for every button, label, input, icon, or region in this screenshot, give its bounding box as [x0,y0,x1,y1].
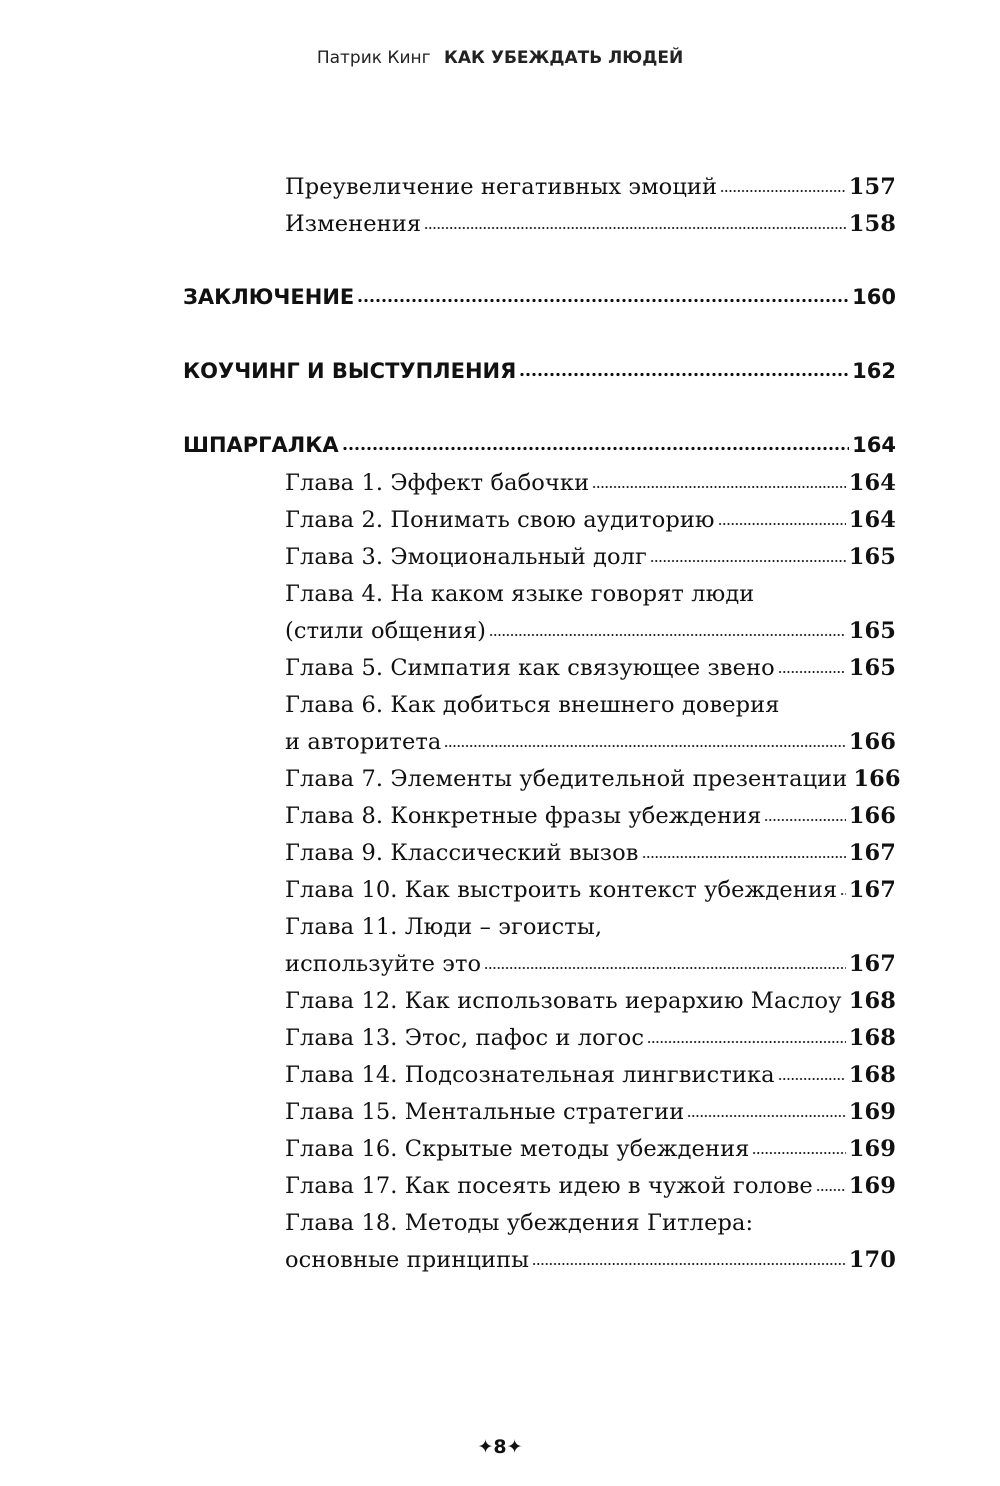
toc-page-number: 168 [848,1062,896,1088]
toc-entry-title: Глава 8. Конкретные фразы убеждения [285,803,762,829]
toc-entry [285,1247,896,1273]
dot-leader [592,485,846,489]
toc-entry-first-line [285,692,896,718]
dot-leader [484,966,846,970]
dot-leader [845,1003,846,1007]
toc-entry-title: КОУЧИНГ И ВЫСТУПЛЕНИЯ [183,359,517,383]
toc-page-number: 167 [848,840,896,866]
toc-entry-title: ШПАРГАЛКА [183,433,339,457]
toc-entry-title: Глава 17. Как посеять идею в чужой голове [285,1173,813,1199]
toc-entry [285,1099,896,1125]
toc-entry [285,211,896,237]
toc-entry [285,1062,896,1088]
toc-entry-title: (стили общения) [285,618,487,644]
toc-entry-title: Глава 13. Этос, пафос и логос [285,1025,645,1051]
toc-entry [285,544,896,570]
dot-leader [650,559,846,563]
toc-page-number: 169 [848,1136,896,1162]
toc-page-number: 162 [852,359,896,383]
toc-entry-title: используйте это [285,951,482,977]
dot-leader [444,744,845,748]
toc-entry-title: и авторитета [285,729,442,755]
dot-leader [519,372,849,377]
dot-leader [532,1262,846,1266]
dot-leader [840,892,845,896]
toc-entry-title: Глава 4. На каком языке говорят люди [285,581,755,607]
toc-page-number: 164 [848,507,896,533]
dot-leader [778,1077,846,1081]
dot-leader [647,1040,846,1044]
toc-entry [285,1173,896,1199]
toc-page-number: 168 [848,988,896,1014]
toc-entry [285,766,901,792]
toc-page-number: 160 [852,285,896,309]
toc-entry [285,803,896,829]
toc-entry-first-line [285,914,896,940]
toc-entry-title: Глава 10. Как выстроить контекст убеждения [285,877,838,903]
toc-entry-title: Глава 15. Ментальные стратегии [285,1099,685,1125]
toc-entry-title: Глава 2. Понимать свою аудиторию [285,507,715,533]
toc-entry-first-line [285,581,896,607]
toc-page-number: 165 [848,618,896,644]
header-author: Патрик Кинг [316,48,431,68]
toc-entry [285,729,896,755]
toc-page-number: 168 [848,1025,896,1051]
toc-entry-title: основные принципы [285,1247,530,1273]
toc-entry-title: Преувеличение негативных эмоций [285,174,718,200]
dot-leader [489,633,846,637]
toc-entry [285,1025,896,1051]
dot-leader [816,1188,846,1192]
toc-entry [285,840,896,866]
toc-page-number: 169 [848,1099,896,1125]
toc-page-number: 169 [848,1173,896,1199]
dot-leader [718,522,846,526]
toc-entry [285,507,896,533]
toc-page-number: 170 [848,1247,896,1273]
toc-entry [285,988,896,1014]
dot-leader [752,1151,845,1155]
toc-page-number: 167 [848,951,896,977]
toc-entry-title: Глава 12. Как использовать иерархию Маслоу [285,988,842,1014]
toc-page-number: 166 [848,803,896,829]
toc-page-number: 167 [848,877,896,903]
toc-entry [285,618,896,644]
toc-entry-title: Глава 16. Скрытые методы убеждения [285,1136,750,1162]
toc-entry-title: Изменения [285,211,422,237]
toc-entry-title: Глава 9. Классический вызов [285,840,639,866]
dot-leader [342,446,850,451]
toc-page-number: 158 [848,211,896,237]
toc-page-number: 165 [848,655,896,681]
toc-section-entry [183,285,896,309]
header-book-title: КАК УБЕЖДАТЬ ЛЮДЕЙ [444,48,684,68]
toc-entry-title: Глава 11. Люди – эгоисты, [285,914,603,940]
dot-leader [778,670,846,674]
toc-entry [285,951,896,977]
toc-entry-title: Глава 3. Эмоциональный долг [285,544,647,570]
toc-entry [285,1136,896,1162]
running-header [0,48,1000,68]
toc-page-number: 157 [848,174,896,200]
toc-page-number: 164 [848,470,896,496]
toc-entry-title: Глава 14. Подсознательная лингвистика [285,1062,775,1088]
dot-leader [642,855,846,859]
dot-leader [424,226,846,230]
toc-entry [285,470,896,496]
toc-entry-title: Глава 5. Симпатия как связующее звено [285,655,775,681]
toc-page-number: 166 [853,766,901,792]
toc-entry-title: Глава 7. Элементы убедительной презентации [285,766,848,792]
toc-entry-first-line [285,1210,896,1236]
dot-leader [720,189,846,193]
toc-entry [285,174,896,200]
toc-page-number: 165 [848,544,896,570]
toc-entry-title: ЗАКЛЮЧЕНИЕ [183,285,355,309]
toc-page-number: 166 [848,729,896,755]
toc-section-entry [183,359,896,383]
toc-section-entry [183,433,896,457]
toc-entry-title: Глава 1. Эффект бабочки [285,470,590,496]
dot-leader [357,298,849,303]
toc-entry-title: Глава 18. Методы убеждения Гитлера: [285,1210,754,1236]
toc-entry [285,655,896,681]
dot-leader [687,1114,845,1118]
toc-page-number: 164 [852,433,896,457]
toc-entry-title: Глава 6. Как добиться внешнего доверия [285,692,780,718]
dot-leader [764,818,845,822]
page-number: ✦8✦ [477,1436,523,1458]
toc-entry [285,877,896,903]
